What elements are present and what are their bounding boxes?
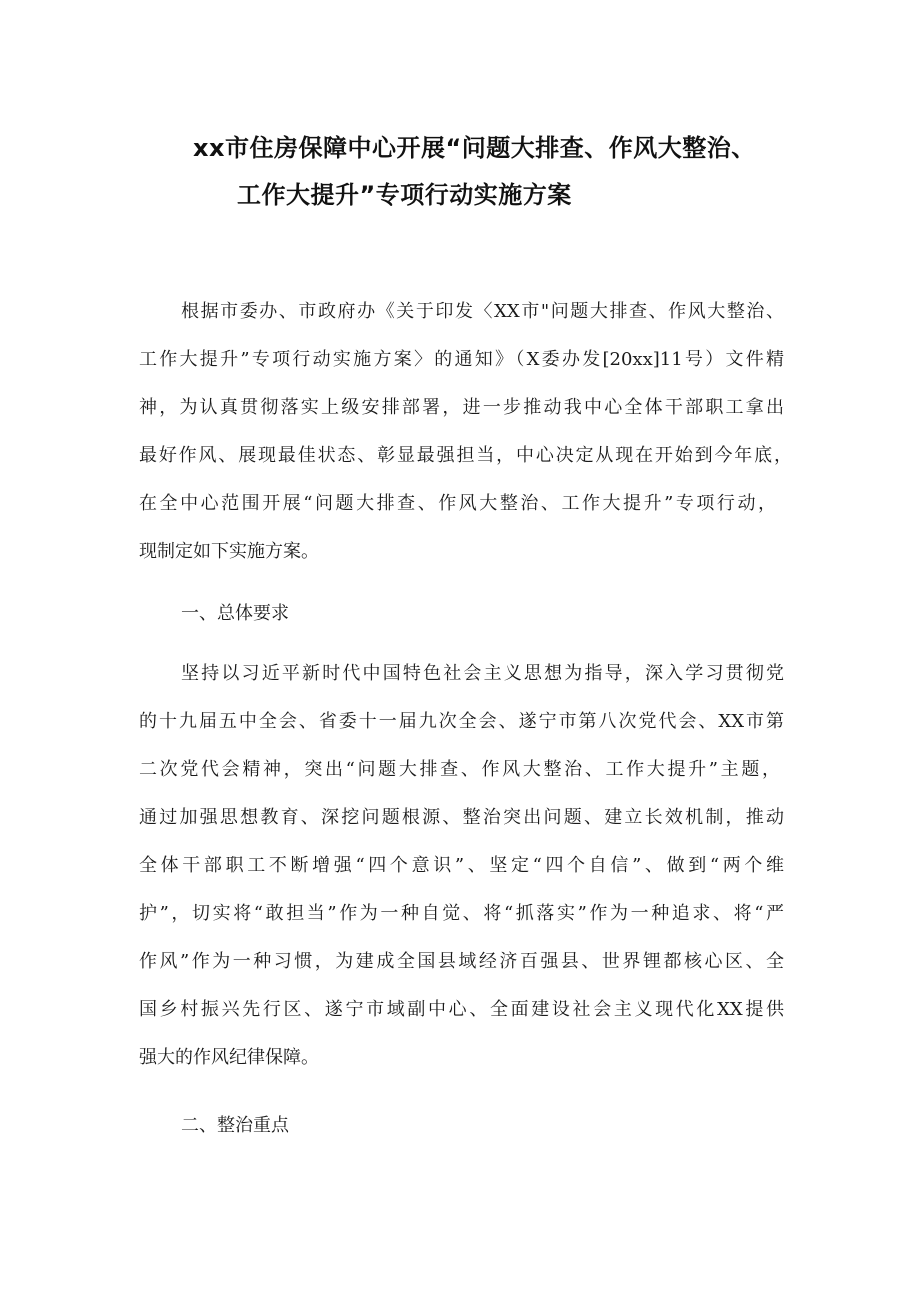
paragraph-1-line-1: 根据市委办、市政府办《关于印发〈XX市"问题大排查、作风大整治、 <box>181 301 784 322</box>
paragraph-1-line-2: 工作大提升”专项行动实施方案〉的通知》（X委办发[20xx]11号）文件精 <box>139 349 784 370</box>
paragraph-2-line-5: 全体干部职工不断增强“四个意识”、坚定“四个自信”、做到“两个维 <box>139 855 784 876</box>
paragraph-1-line-6: 现制定如下实施方案。 <box>139 541 319 562</box>
section-1-heading: 一、总体要求 <box>181 603 289 624</box>
paragraph-1-line-5: 在全中心范围开展“问题大排查、作风大整治、工作大提升”专项行动， <box>139 493 776 514</box>
paragraph-2-line-1: 坚持以习近平新时代中国特色社会主义思想为指导，深入学习贯彻党 <box>181 663 784 684</box>
section-2-heading: 二、整治重点 <box>181 1115 289 1136</box>
paragraph-1-line-4: 最好作风、展现最佳状态、彰显最强担当，中心决定从现在开始到今年底， <box>139 445 792 466</box>
document-title-line-1: xx市住房保障中心开展“问题大排查、作风大整治、 <box>193 134 756 162</box>
paragraph-1-line-3: 神，为认真贯彻落实上级安排部署，进一步推动我中心全体干部职工拿出 <box>139 397 784 418</box>
document-title-line-2: 工作大提升”专项行动实施方案 <box>237 181 572 209</box>
paragraph-2-line-7: 作风”作为一种习惯，为建成全国县域经济百强县、世界锂都核心区、全 <box>139 951 784 972</box>
paragraph-2-line-6: 护”，切实将“敢担当”作为一种自觉、将“抓落实”作为一种追求、将“严 <box>139 903 784 924</box>
paragraph-2-line-2: 的十九届五中全会、省委十一届九次全会、遂宁市第八次党代会、XX市第 <box>139 711 784 732</box>
paragraph-2-line-9: 强大的作风纪律保障。 <box>139 1047 319 1068</box>
paragraph-2-line-4: 通过加强思想教育、深挖问题根源、整治突出问题、建立长效机制，推动 <box>139 807 784 828</box>
paragraph-2-line-3: 二次党代会精神，突出“问题大排查、作风大整治、工作大提升”主题， <box>139 759 780 780</box>
paragraph-2-line-8: 国乡村振兴先行区、遂宁市域副中心、全面建设社会主义现代化XX提供 <box>139 999 784 1020</box>
